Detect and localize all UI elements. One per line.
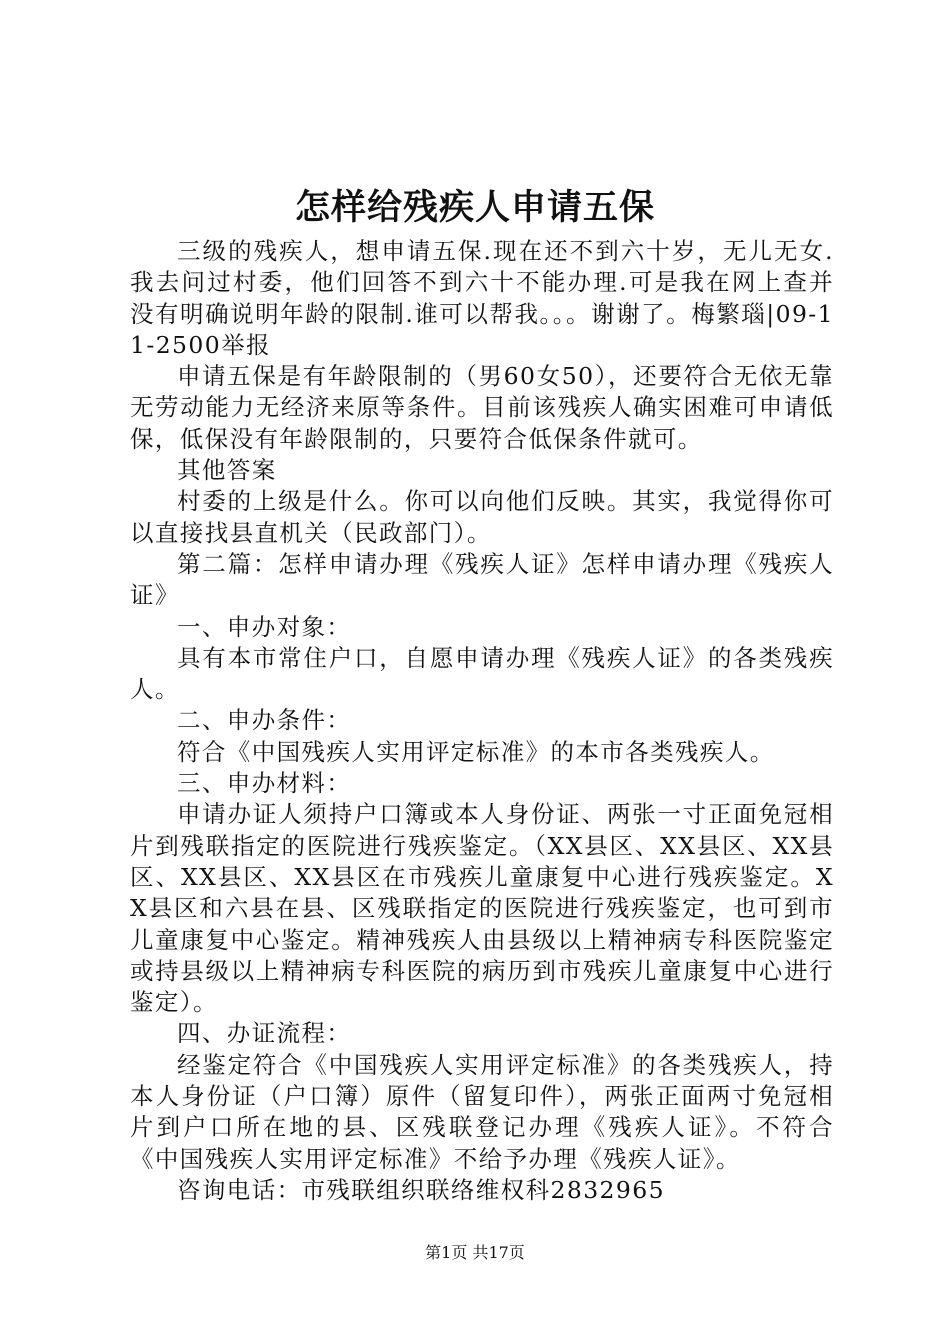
- paragraph: 经鉴定符合《中国残疾人实用评定标准》的各类残疾人，持本人身份证（户口簿）原件（留复印件），两张正面两寸免冠相片到户口所在地的县、区残联登记办理《残疾人证》。不符合《中国残疾人实用评定标准》不给予办理《残疾人证》。: [130, 1050, 834, 1173]
- document-body: [130, 236, 834, 1206]
- document-title: 怎样给残疾人申请五保: [294, 187, 655, 228]
- section-heading: 二、申办条件：: [177, 706, 352, 735]
- page-footer: 第1页 共17页: [425, 1243, 525, 1262]
- section-heading: 三、申办材料：: [177, 769, 352, 798]
- section-heading: 一、申办对象：: [177, 612, 352, 641]
- paragraph: 其他答案: [177, 456, 277, 485]
- paragraph: 申请五保是有年龄限制的（男60女50），还要符合无依无靠无劳动能力无经济来原等条件。目前该残疾人确实困难可申请低保，低保没有年龄限制的，只要符合低保条件就可。: [130, 362, 834, 453]
- paragraph: 村委的上级是什么。你可以向他们反映。其实，我觉得你可以直接找县直机关（民政部门）。: [130, 487, 834, 547]
- paragraph: 三级的残疾人，想申请五保.现在还不到六十岁，无儿无女.我去问过村委，他们回答不到六十不能办理.可是我在网上查并没有明确说明年龄的限制.谁可以帮我。。。谢谢了。梅繁瑙|09-11-2500举报: [130, 237, 834, 359]
- paragraph: 符合《中国残疾人实用评定标准》的本市各类残疾人。: [177, 737, 775, 766]
- paragraph: 咨询电话：市残联组织联络维权科2832965: [177, 1175, 665, 1204]
- section-heading: 四、办证流程：: [177, 1019, 352, 1048]
- paragraph: 具有本市常住户口，自愿申请办理《残疾人证》的各类残疾人。: [130, 643, 834, 704]
- paragraph: 第二篇：怎样申请办理《残疾人证》怎样申请办理《残疾人证》: [130, 549, 834, 610]
- paragraph: 申请办证人须持户口簿或本人身份证、两张一寸正面免冠相片到残联指定的医院进行残疾鉴定。（XX县区、XX县区、XX县区、XX县区、XX县区在市残疾儿童康复中心进行残疾鉴定。XX县区和六县在县、区残联指定的医院进行残疾鉴定，也可到市儿童康复中心鉴定。精神残疾人由县级以上精神病专科医院鉴定或持县级以上精神病专科医院的病历到市残疾儿童康复中心进行鉴定）。: [130, 800, 834, 1017]
